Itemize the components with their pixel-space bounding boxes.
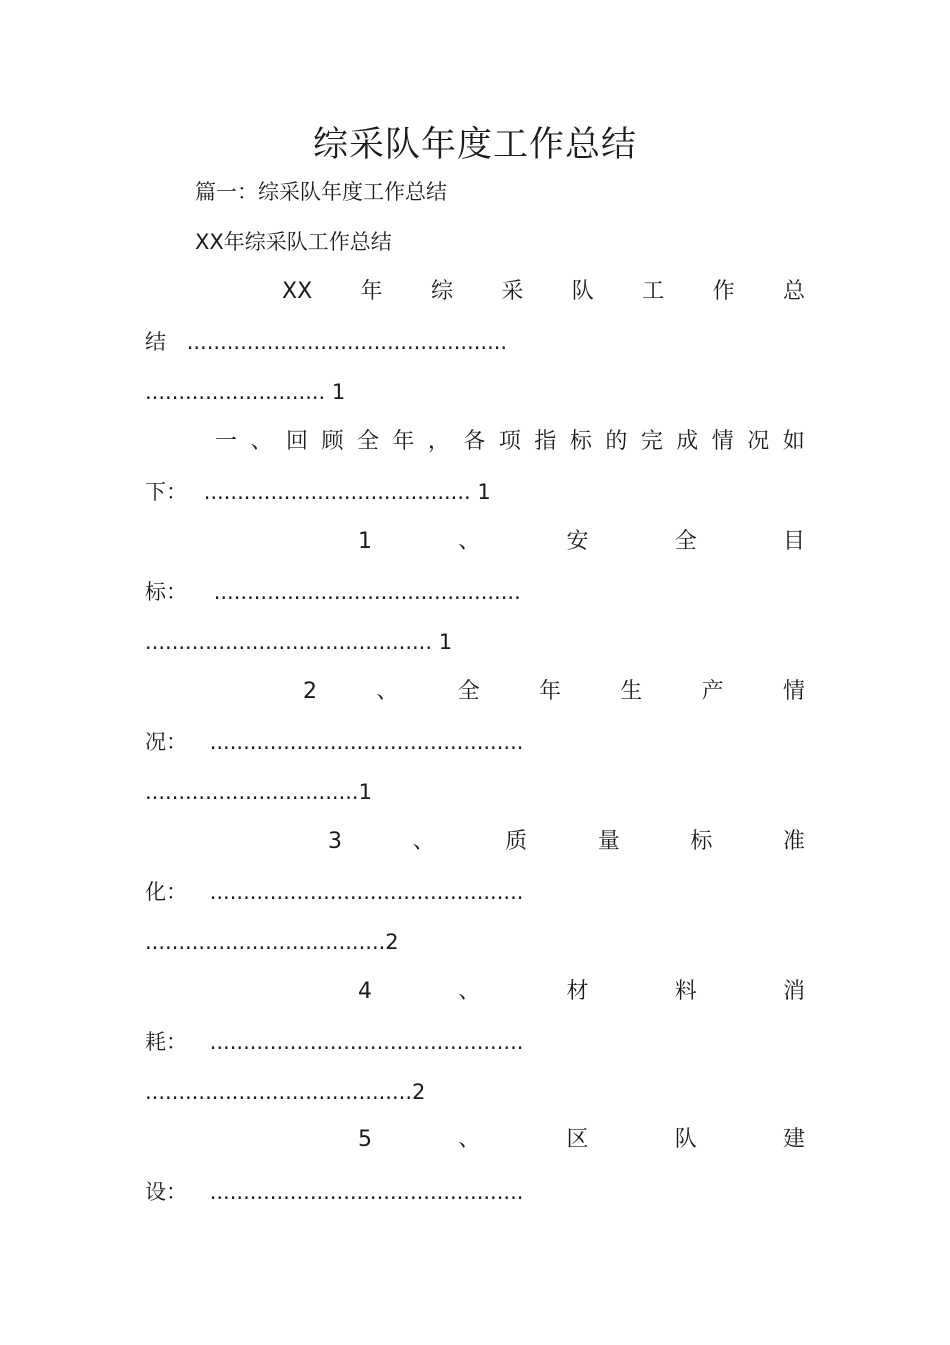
toc-leader: ...............................................	[209, 1030, 524, 1054]
toc-char: 况	[747, 429, 770, 454]
toc-char: 项	[498, 429, 521, 454]
toc-char: 2	[303, 679, 317, 704]
toc-tail-text: 结	[145, 330, 166, 354]
toc-char: 年	[360, 279, 383, 304]
toc-char: 料	[674, 979, 697, 1004]
toc-char: 情	[782, 679, 805, 704]
toc-tail-text: 下：	[145, 480, 187, 504]
toc-entry-6-head	[358, 977, 805, 1007]
toc-tail-text: 耗：	[145, 1030, 187, 1054]
toc-char: 总	[782, 279, 805, 304]
toc-char: 年	[538, 679, 561, 704]
toc-char: 采	[501, 279, 524, 304]
toc-char: 成	[676, 429, 699, 454]
toc-tail-text: 化：	[145, 880, 187, 904]
toc-char: 4	[358, 979, 372, 1004]
toc-char: 、	[376, 679, 399, 704]
toc-char: 、	[458, 1127, 481, 1152]
toc-leader: ...............................................	[209, 1180, 524, 1204]
toc-char: 区	[566, 1127, 589, 1152]
toc-leader: ..............................................	[213, 580, 521, 604]
toc-entry-2-tail	[145, 477, 491, 507]
toc-char: 生	[620, 679, 643, 704]
toc-entry-1-page: ........................... 1	[145, 380, 346, 404]
toc-char: 综	[430, 279, 453, 304]
toc-entry-1-head	[282, 277, 805, 307]
document-title: 综采队年度工作总结	[312, 125, 637, 165]
toc-entry-1-tail	[145, 327, 507, 357]
toc-char: 完	[640, 429, 663, 454]
toc-entry-4-page: ................................1	[145, 780, 372, 804]
toc-char: 目	[782, 529, 805, 554]
toc-leader: ........................................ 1	[203, 480, 491, 504]
toc-char: 指	[534, 429, 557, 454]
toc-tail-text: 设：	[145, 1180, 187, 1204]
toc-char: XX	[282, 279, 313, 304]
toc-char: 一	[215, 429, 238, 454]
toc-char: 回	[285, 429, 308, 454]
toc-entry-4-tail	[145, 727, 523, 757]
toc-entry-4-head	[303, 677, 805, 707]
toc-char: 3	[328, 829, 342, 854]
toc-char: 队	[571, 279, 594, 304]
toc-char: 材	[566, 979, 589, 1004]
toc-entry-7-head	[358, 1125, 805, 1155]
toc-char: 质	[505, 829, 528, 854]
toc-char: 作	[712, 279, 735, 304]
section-heading: XX年综采队工作总结	[195, 230, 392, 254]
toc-entry-5-head	[328, 827, 805, 857]
toc-char: 、	[458, 529, 481, 554]
toc-char: 、	[412, 829, 435, 854]
toc-leader: ...............................................	[209, 880, 524, 904]
toc-char: 全	[457, 679, 480, 704]
toc-entry-7-tail	[145, 1177, 523, 1207]
toc-char: 各	[463, 429, 486, 454]
toc-leader: ................................................	[186, 330, 508, 354]
toc-char: 、	[458, 979, 481, 1004]
toc-entry-6-page: ........................................2	[145, 1080, 426, 1104]
toc-char: 、	[250, 429, 273, 454]
toc-char: 工	[642, 279, 665, 304]
toc-char: 安	[566, 529, 589, 554]
toc-char: 情	[711, 429, 734, 454]
toc-char: 5	[358, 1127, 372, 1152]
toc-char: 年	[392, 429, 415, 454]
toc-entry-5-tail	[145, 877, 523, 907]
toc-char: ，	[427, 429, 450, 454]
toc-tail-text: 况：	[145, 730, 187, 754]
toc-entry-2-head	[215, 427, 805, 457]
toc-char: 的	[605, 429, 628, 454]
toc-char: 队	[674, 1127, 697, 1152]
toc-char: 产	[701, 679, 724, 704]
toc-entry-6-tail	[145, 1027, 523, 1057]
toc-entry-5-page: ....................................2	[145, 930, 399, 954]
toc-char: 标	[569, 429, 592, 454]
toc-entry-3-tail	[145, 577, 521, 607]
toc-char: 如	[782, 429, 805, 454]
toc-entry-3-page: ........................................... 1	[145, 630, 453, 654]
toc-char: 准	[782, 829, 805, 854]
toc-char: 全	[356, 429, 379, 454]
toc-char: 顾	[321, 429, 344, 454]
toc-char: 标	[690, 829, 713, 854]
toc-char: 消	[782, 979, 805, 1004]
toc-char: 量	[597, 829, 620, 854]
toc-char: 全	[674, 529, 697, 554]
toc-entry-3-head	[358, 527, 805, 557]
toc-char: 1	[358, 529, 372, 554]
toc-char: 建	[782, 1127, 805, 1152]
document-subtitle: 篇一：综采队年度工作总结	[195, 180, 447, 204]
toc-leader: ...............................................	[209, 730, 524, 754]
toc-tail-text: 标：	[145, 580, 187, 604]
